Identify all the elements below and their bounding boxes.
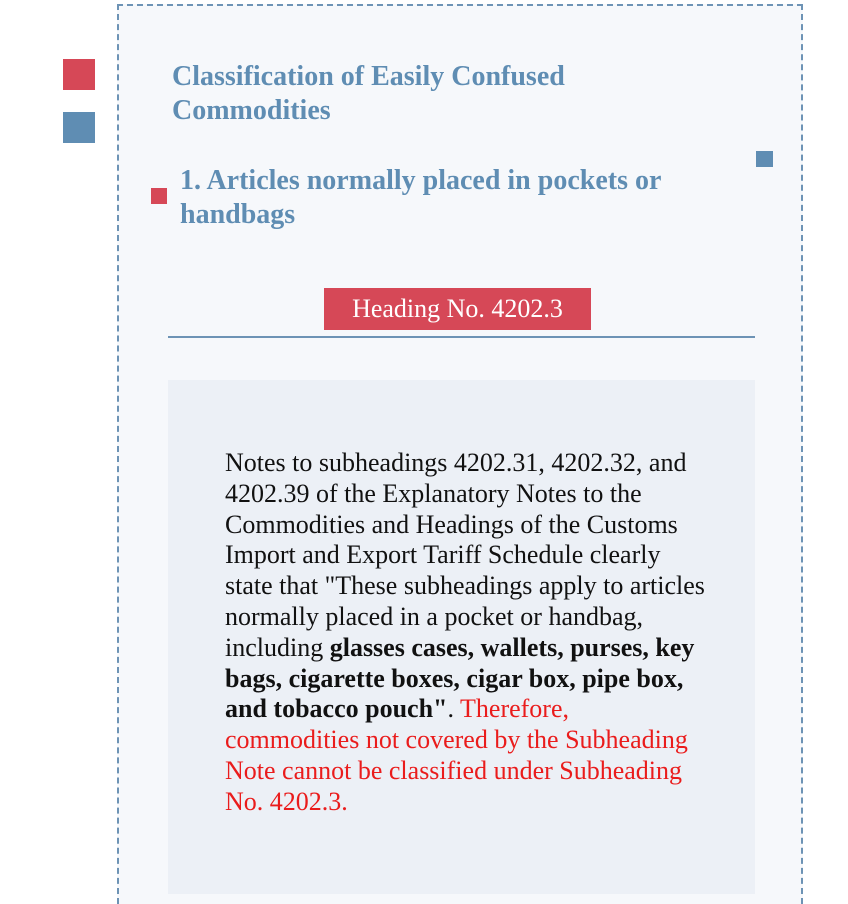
- decorative-blue-square: [63, 112, 95, 143]
- note-bold-list: glasses cases, wallets, purses, key bags, cigarette boxes, cigar box, pipe box, and tobacco pouch": [225, 632, 695, 724]
- decorative-red-square: [63, 59, 95, 90]
- section-bullet-icon: [151, 188, 167, 204]
- page-title: Classification of Easily Confused Commodities: [172, 61, 565, 126]
- note-conclusion: Therefore, commodities not covered by the Subheading Note cannot be classified under Subheading No. 4202.3.: [225, 694, 688, 816]
- decorative-blue-marker: [756, 151, 773, 167]
- section-title: 1. Articles normally placed in pockets or handbags: [180, 165, 661, 230]
- section-divider: [168, 336, 755, 338]
- note-intro: Notes to subheadings 4202.31, 4202.32, and 4202.39 of the Explanatory Notes to the Commodities and Headings of the Customs Import and Export Tariff Schedule clearly state that "These subheadings apply to articles normally placed in a pocket or handbag, including: [225, 448, 705, 662]
- note-paragraph: [225, 448, 705, 818]
- note-separator: .: [447, 694, 461, 724]
- heading-number-badge: Heading No. 4202.3: [324, 288, 591, 330]
